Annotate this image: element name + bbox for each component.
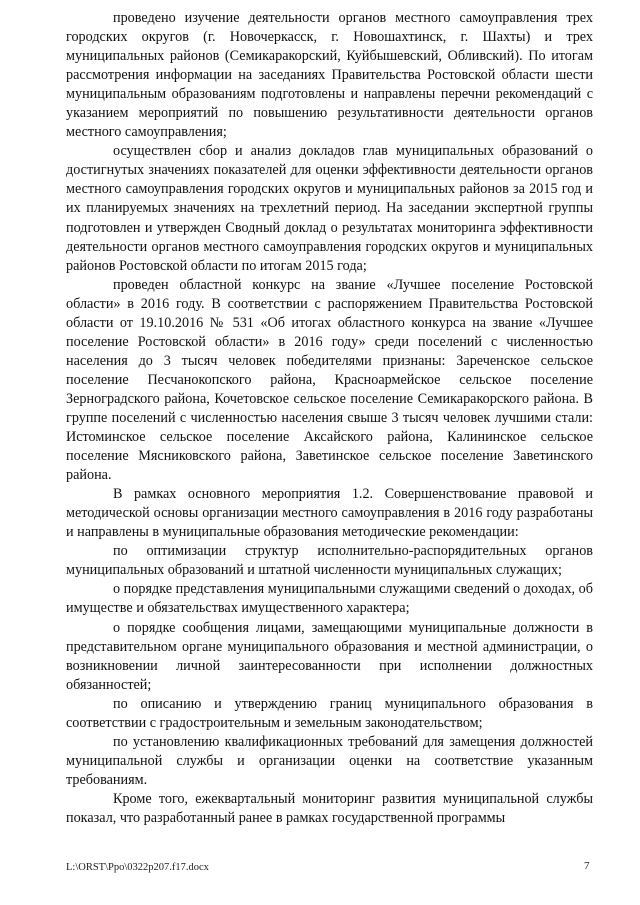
paragraph-3: проведен областной конкурс на звание «Лучшее поселение Ростовской области» в 2016 году. В соответствии с распоряжением Правительства Ростовской области от 19.10.2016 № 531 «Об итогах областного конкурса на звание «Лучшее поселение Ростовской области» в 2016 году» среди поселений с численностью населения до 3 тысяч человек победителями признаны: Зареченское сельское поселение Песчанокопского района, Красноармейское сельское поселение Зерноградского района, Кочетовское сельское поселение Семикаракорского района. В группе поселений с численностью населения свыше 3 тысяч человек лучшими стали: Истоминское сельское поселение Аксайского района, Калининское сельское поселение Мясниковского района, Заветинское сельское поселение Заветинского района. [66,276,593,484]
paragraph-7: о порядке сообщения лицами, замещающими муниципальные должности в представительном органе муниципального образования и местной администрации, о возникновении личной заинтересованности при исполнении должностных обязанностей; [66,619,593,693]
paragraph-8: по описанию и утверждению границ муниципального образования в соответствии с градостроительным и земельным законодательством; [66,695,593,731]
footer-file-path: L:\ORST\Ppo\0322p207.f17.docx [66,862,209,873]
paragraph-1: проведено изучение деятельности органов местного самоуправления трех городских округов (г. Новочеркасск, г. Новошахтинск, г. Шахты) и трех муниципальных районов (Семикаракорский, Куйбышевский, Обливский). По итогам рассмотрения информации на заседаниях Правительства Ростовской области шести муниципальным образованиям подготовлены и направлены перечни рекомендаций с указанием мероприятий по повышению результативности деятельности органов местного самоуправления; [66,10,593,141]
paragraph-5: по оптимизации структур исполнительно-распорядительных органов муниципальных образований и штатной численности муниципальных служащих; [66,543,593,579]
document-body [66,9,593,828]
paragraph-9: по установлению квалификационных требований для замещения должностей муниципальной службы и организации оценки на соответствие указанным требованиям. [66,733,593,788]
paragraph-10: Кроме того, ежеквартальный мониторинг развития муниципальной службы показал, что разработанный ранее в рамках государственной программы [66,790,593,826]
paragraph-2: осуществлен сбор и анализ докладов глав муниципальных образований о достигнутых значениях показателей для оценки эффективности деятельности органов местного самоуправления городских округов и муниципальных районов за 2015 год и их планируемых значениях на трехлетний период. На заседании экспертной группы подготовлен и утвержден Сводный доклад о результатах мониторинга эффективности деятельности органов местного самоуправления городских округов и муниципальных районов Ростовской области по итогам 2015 года; [66,143,593,274]
paragraph-6: о порядке представления муниципальными служащими сведений о доходах, об имуществе и обязательствах имущественного характера; [66,581,593,617]
paragraph-4: В рамках основного мероприятия 1.2. Совершенствование правовой и методической основы организации местного самоуправления в 2016 году разработаны и направлены в муниципальные образования методические рекомендации: [66,486,593,541]
page-number: 7 [584,860,590,872]
